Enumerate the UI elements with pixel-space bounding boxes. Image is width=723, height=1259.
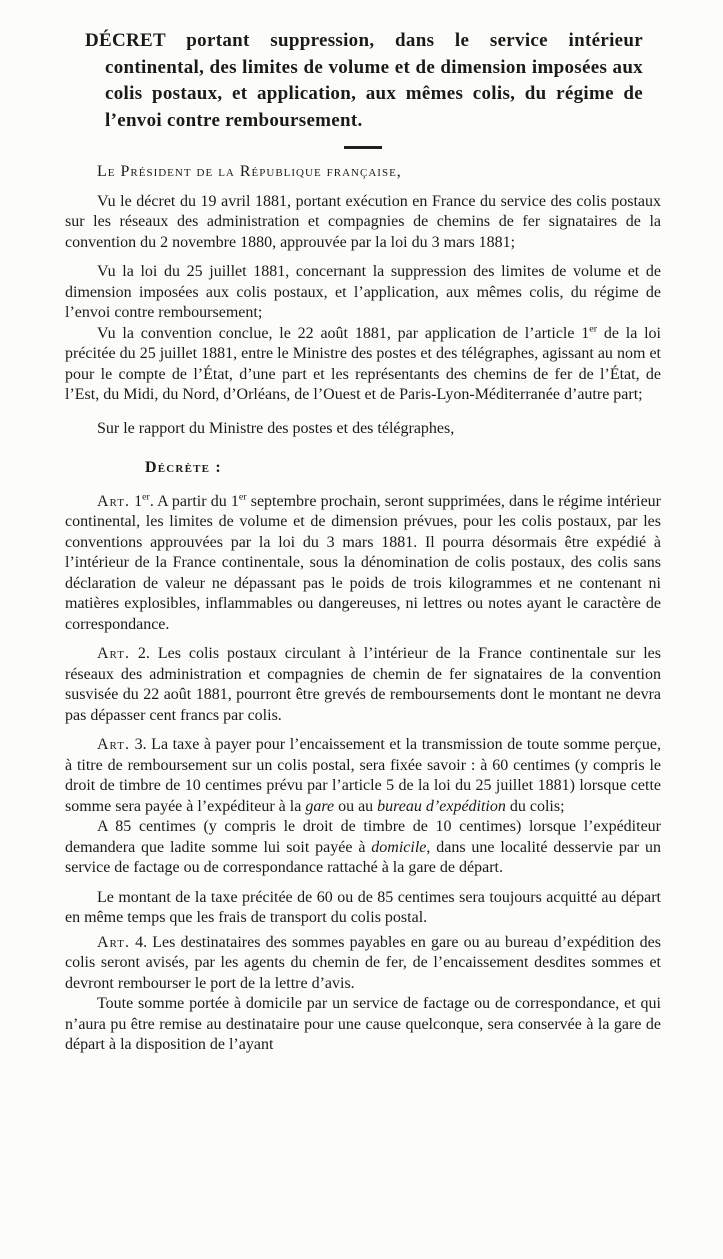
text-run-sc: Art. (97, 736, 130, 753)
article-3-amount (65, 888, 661, 929)
article-3 (65, 735, 661, 817)
text-run: 2. Les colis postaux circulant à l’intérieur de la France continentale sur les réseaux des administration et compagnies de chemin de fer signataires de la convention susvisée du 22 août 1881, pourront être grevés de remboursements dont le montant ne devra pas dépasser cent francs par colis. (65, 645, 661, 724)
text-run: , dans une localité desservie par un service de factage ou de correspondance rattaché à la gare de départ. (65, 838, 661, 876)
decree-title: DÉCRET portant suppression, dans le service intérieur continental, des limites de volume et de dimension imposées aux colis postaux, et application, aux mêmes colis, du régime de l’envoi contre remboursement. (85, 30, 643, 131)
text-run: 4. Les destinataires des sommes payables en gare ou au bureau d’expédition des colis seront avisés, par les agents du chemin de fer, de l’encaissement desdites sommes et devront rembourser le port de la lettre d’avis. (65, 933, 661, 992)
report-line (65, 419, 661, 440)
title-divider-rule (344, 146, 382, 149)
text-run: . A partir du 1 (149, 492, 239, 510)
text-run-sc: Le Président de la République française, (97, 163, 402, 180)
article-1 (65, 492, 661, 636)
text-run: Sur le rapport du Ministre des postes et des télégraphes, (97, 419, 455, 437)
recital-1 (65, 192, 661, 254)
text-run-sup: er (589, 323, 597, 335)
recital-3 (65, 324, 661, 406)
text-run-i: gare (305, 797, 335, 815)
recital-2 (65, 262, 661, 324)
text-run-i: domicile (371, 838, 427, 856)
text-run-scb: Décrète : (145, 459, 222, 476)
text-run-i: bureau d’expédition (377, 797, 506, 815)
decree-heading (65, 458, 661, 479)
text-run: Vu la loi du 25 juillet 1881, concernant la suppression des limites de volume et de dimension imposées aux colis postaux, et l’application, aux mêmes colis, du régime de l’envoi contre remboursement; (65, 263, 661, 321)
text-run: 1 (129, 492, 143, 510)
text-run-sc: Art. (97, 645, 130, 662)
salutation (65, 162, 661, 183)
text-run: ou au (334, 797, 378, 815)
text-run-sc: Art. (97, 933, 130, 951)
article-3-continued (65, 817, 661, 879)
text-run-sc: Art. (97, 492, 130, 510)
text-run: Vu le décret du 19 avril 1881, portant exécution en France du service des colis postaux sur les réseaux des administration et compagnies de chemins de fer signataires de la convention du 2 novembre 1880, approuvée par la loi du 3 mars 1881; (65, 192, 661, 251)
text-run: du colis; (505, 797, 565, 815)
article-4 (65, 933, 661, 995)
article-4-continued (65, 994, 661, 1056)
text-run: septembre prochain, seront supprimées, dans le régime intérieur continental, les limites de volume et de dimension prévues, pour les colis postaux, par les conventions approuvées par la loi du 3 mars 1881. Il pourra désormais être expédié à l’intérieur de la France continentale, sous la dénomination de colis postaux, des colis sans déclaration de valeur ne dépassant pas le poids de trois kilogrammes et ne contenant ni matières explosibles, inflammables ou dangereuses, ni lettres ou notes ayant le caractère de correspondance. (65, 492, 662, 633)
text-run: de la loi précitée du 25 juillet 1881, entre le Ministre des postes et des télégraphes, agissant au nom et pour le compte de l’État, d’une part et les représentants des chemins de fer de l’État, de l’Est, du Midi, du Nord, d’Orléans, de l’Ouest et de Paris-Lyon-Méditerranée d’autre part; (65, 324, 662, 403)
text-run: A 85 centimes (y compris le droit de timbre de 10 centimes) lorsque l’expéditeur demandera que ladite somme lui soit payée à (65, 818, 661, 856)
article-2 (65, 644, 661, 726)
text-run-sup: er (142, 491, 150, 503)
text-run: Vu la convention conclue, le 22 août 1881, par application de l’article 1 (97, 324, 590, 342)
text-run: 3. La taxe à payer pour l’encaissement et la transmission de toute somme perçue, à titre de remboursement sur un colis postal, sera fixée savoir : à 60 centimes (y compris le droit de timbre de 10 centimes prévu par l’article 5 de la loi du 25 juillet 1881) lorsque cette somme sera payée à l’expéditeur à la (65, 736, 661, 815)
text-run: Toute somme portée à domicile par un service de factage ou de correspondance, et qui n’aura pu être remise au destinataire pour une cause quelconque, sera conservée à la gare de départ à la disposition de l’ayant (65, 995, 661, 1053)
text-run: Le montant de la taxe précitée de 60 ou de 85 centimes sera toujours acquitté au départ en même temps que les frais de transport du colis postal. (65, 888, 661, 926)
text-run-sup: er (238, 491, 247, 503)
